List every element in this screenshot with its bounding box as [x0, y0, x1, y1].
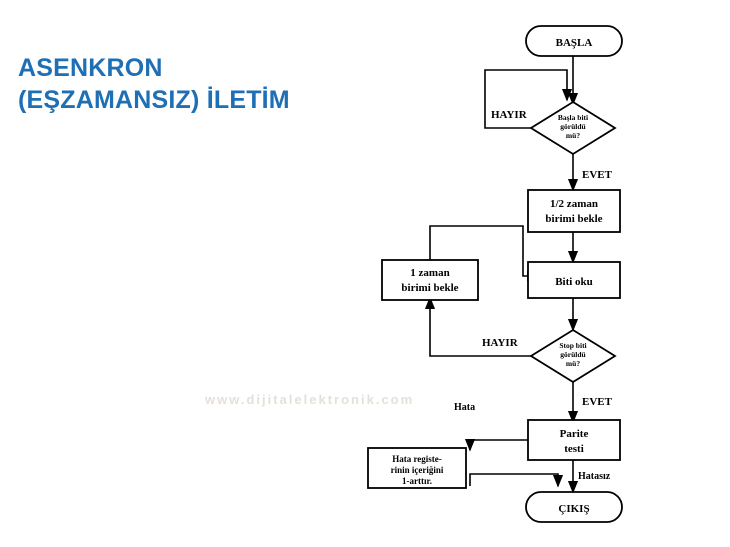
node-start-bit-label-2: görüldü [560, 122, 586, 131]
node-half-wait-shape [528, 190, 620, 232]
flowchart-diagram [330, 8, 726, 538]
edge-label-parity-ok: Hatasız [578, 471, 611, 482]
node-one-wait-label-2: birimi bekle [401, 282, 459, 294]
node-stop-bit-label-1: Stop biti [559, 341, 587, 350]
node-parity-label-2: testi [564, 443, 584, 455]
node-half-wait-label-1: 1/2 zaman [550, 198, 598, 210]
node-start-bit-label-3: mü? [565, 131, 581, 140]
node-read-bit-label: Biti oku [555, 276, 593, 288]
node-one-wait-shape [382, 260, 478, 300]
page-title-line-2: (EŞZAMANSIZ) İLETİM [18, 86, 290, 114]
edge-label-stop-bit-no: HAYIR [482, 337, 518, 349]
node-parity-label-1: Parite [559, 428, 589, 440]
edge-label-parity-error: Hata [454, 402, 476, 413]
watermark: www.dijitalelektronik.com [205, 392, 415, 407]
node-half-wait-label-2: birimi bekle [545, 213, 603, 225]
node-exit-label: ÇIKIŞ [558, 503, 590, 515]
node-one-wait-label-1: 1 zaman [410, 267, 450, 279]
edge-label-start-bit-yes: EVET [582, 169, 612, 181]
node-stop-bit-label-2: görüldü [560, 350, 586, 359]
node-start-bit-label-1: Başla biti [557, 113, 589, 122]
edge-label-start-bit-no: HAYIR [491, 109, 527, 121]
node-err-reg-label-3: 1-arttır. [402, 476, 432, 486]
page-title-line-1: ASENKRON [18, 54, 163, 82]
edge-label-stop-bit-yes: EVET [582, 396, 612, 408]
node-stop-bit-label-3: mü? [565, 359, 581, 368]
node-start-label: BAŞLA [555, 37, 593, 49]
page-title [18, 52, 348, 116]
node-err-reg-label-1: Hata registe- [392, 454, 442, 464]
node-err-reg-label-2: rinin içeriğini [390, 465, 444, 475]
